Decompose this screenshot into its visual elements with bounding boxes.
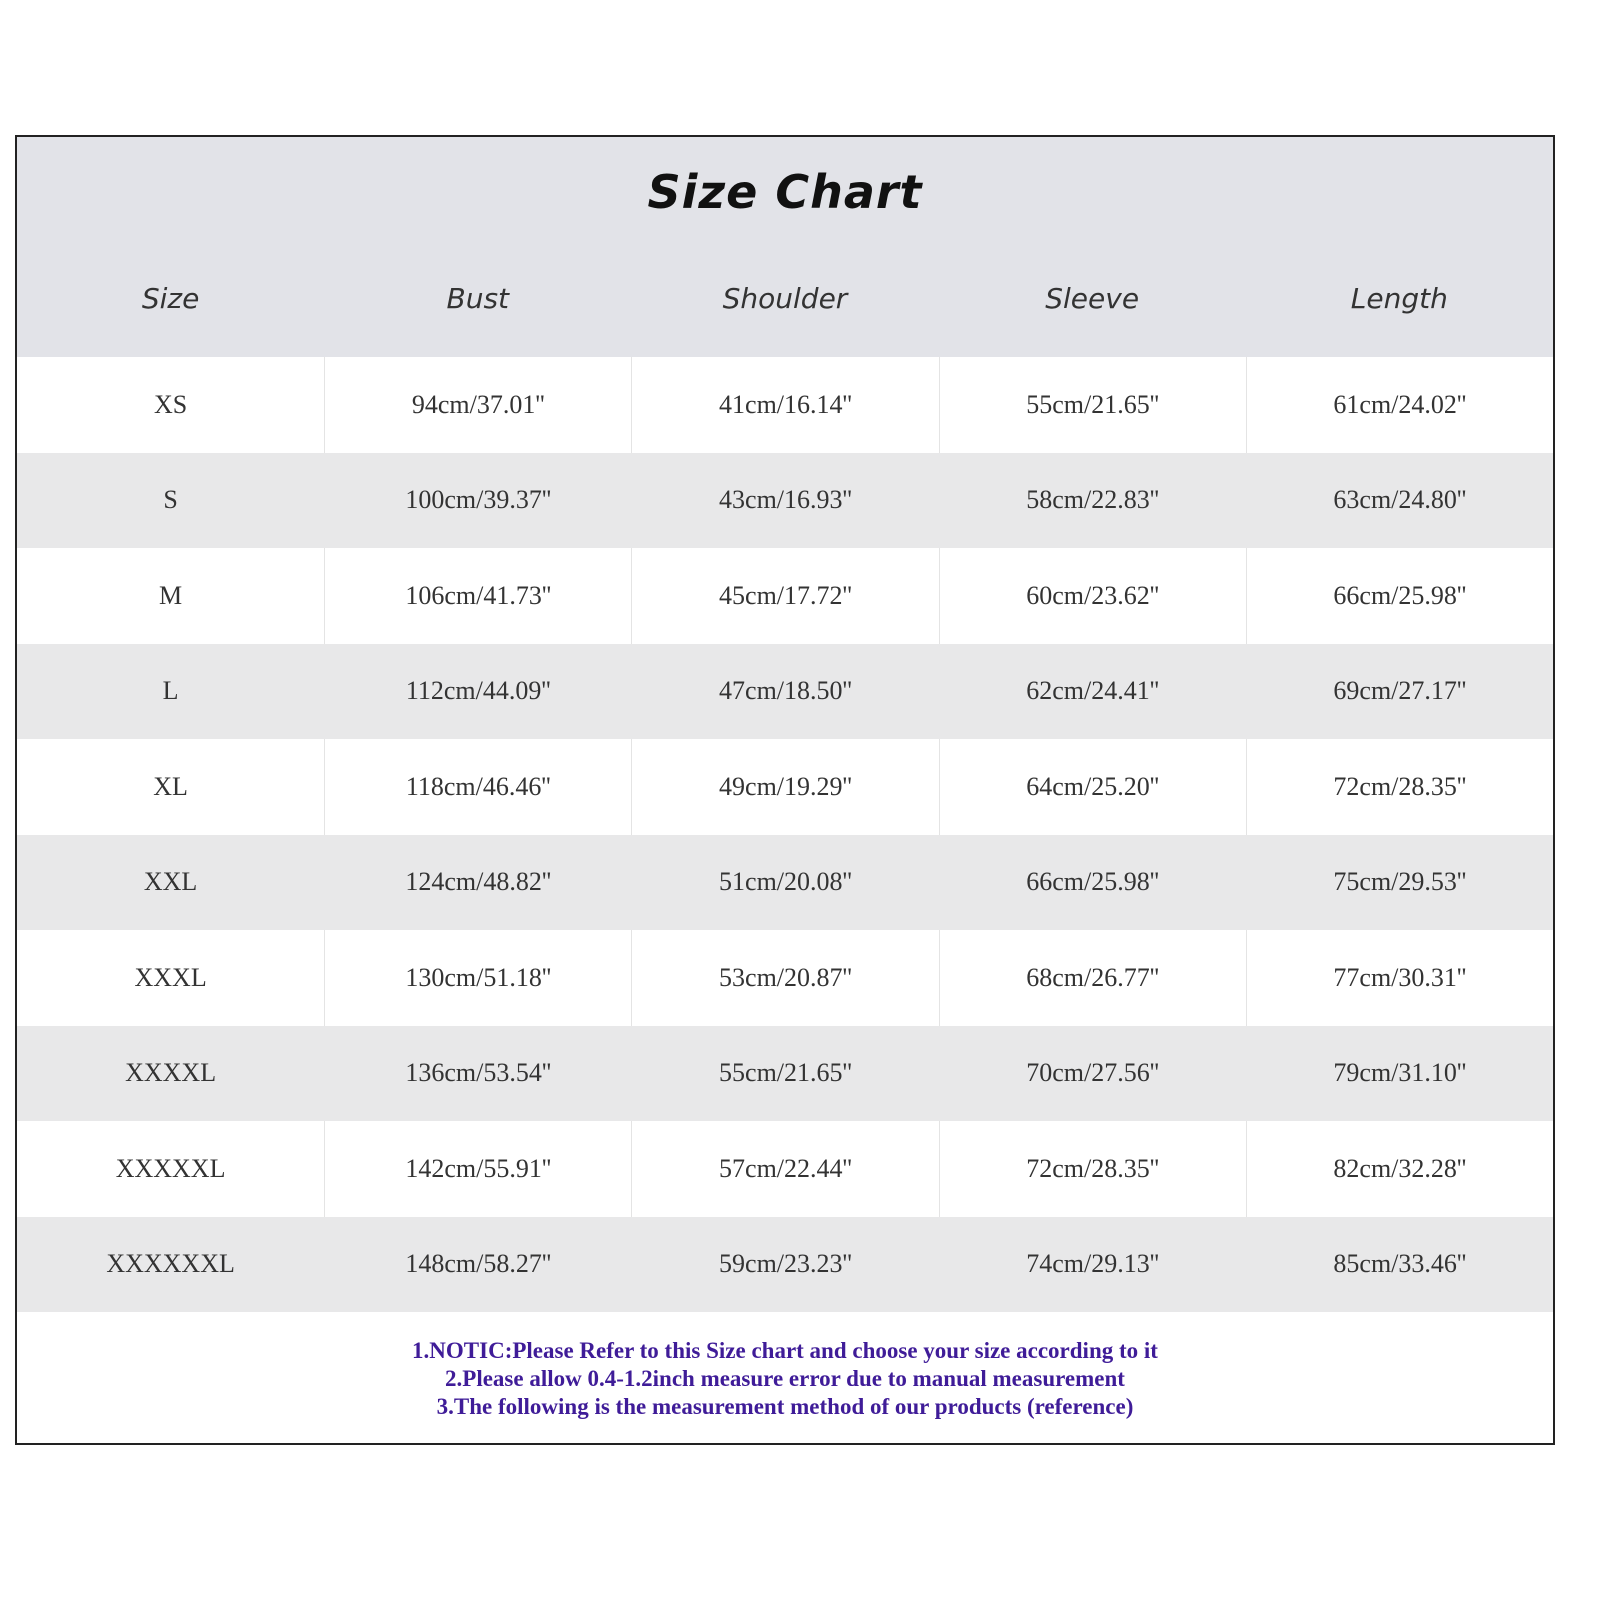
cell-shoulder: 55cm/21.65'': [631, 1026, 938, 1122]
column-header-bust: Bust: [446, 282, 510, 315]
notes: [17, 1337, 1553, 1421]
cell-sleeve: 70cm/27.56'': [939, 1026, 1246, 1122]
cell-size: S: [163, 485, 178, 515]
cell-sleeve: 68cm/26.77'': [939, 930, 1246, 1026]
cell-size: XXXXXL: [115, 1153, 226, 1183]
cell-size: XXL: [143, 867, 198, 897]
table-row: [17, 548, 1553, 644]
table-row: [17, 453, 1553, 549]
cell-bust: 148cm/58.27'': [324, 1217, 631, 1313]
cell-sleeve: 66cm/25.98'': [939, 835, 1246, 931]
cell-shoulder: 43cm/16.93'': [631, 453, 938, 549]
cell-bust: 106cm/41.73'': [324, 548, 631, 644]
column-header-shoulder: Shoulder: [722, 282, 848, 315]
cell-size: XXXXL: [125, 1058, 217, 1088]
cell-shoulder: 41cm/16.14'': [631, 357, 938, 453]
cell-bust: 94cm/37.01'': [324, 357, 631, 453]
cell-length: 66cm/25.98'': [1246, 548, 1553, 644]
table-row: [17, 357, 1553, 453]
cell-shoulder: 59cm/23.23'': [631, 1217, 938, 1313]
note-line: 2.Please allow 0.4-1.2inch measure error due to manual measurement: [445, 1366, 1125, 1391]
cell-size: XL: [153, 771, 188, 801]
column-header-size: Size: [141, 282, 200, 315]
cell-size: XXXL: [134, 962, 207, 992]
cell-size: L: [162, 676, 179, 706]
cell-bust: 130cm/51.18'': [324, 930, 631, 1026]
table-row: [17, 930, 1553, 1026]
cell-length: 75cm/29.53'': [1246, 835, 1553, 931]
table-row: [17, 1026, 1553, 1122]
cell-length: 82cm/32.28'': [1246, 1121, 1553, 1217]
cell-length: 72cm/28.35'': [1246, 739, 1553, 835]
cell-bust: 100cm/39.37'': [324, 453, 631, 549]
chart-header: [17, 137, 1553, 357]
cell-shoulder: 49cm/19.29'': [631, 739, 938, 835]
cell-length: 69cm/27.17'': [1246, 644, 1553, 740]
cell-shoulder: 53cm/20.87'': [631, 930, 938, 1026]
cell-bust: 142cm/55.91'': [324, 1121, 631, 1217]
cell-sleeve: 55cm/21.65'': [939, 357, 1246, 453]
cell-sleeve: 60cm/23.62'': [939, 548, 1246, 644]
column-headers: [17, 282, 1553, 315]
cell-length: 61cm/24.02'': [1246, 357, 1553, 453]
size-chart: [15, 135, 1555, 1445]
table-row: [17, 644, 1553, 740]
cell-size: M: [159, 580, 183, 610]
table-row: [17, 1217, 1553, 1313]
cell-shoulder: 51cm/20.08'': [631, 835, 938, 931]
cell-sleeve: 58cm/22.83'': [939, 453, 1246, 549]
size-table-body: [17, 357, 1553, 1312]
table-row: [17, 1121, 1553, 1217]
cell-bust: 118cm/46.46'': [324, 739, 631, 835]
note-line: 1.NOTIC:Please Refer to this Size chart and choose your size according to it: [412, 1338, 1158, 1363]
table-row: [17, 739, 1553, 835]
cell-shoulder: 57cm/22.44'': [631, 1121, 938, 1217]
cell-sleeve: 64cm/25.20'': [939, 739, 1246, 835]
column-header-length: Length: [1350, 282, 1448, 315]
cell-shoulder: 47cm/18.50'': [631, 644, 938, 740]
cell-size: XXXXXXL: [106, 1249, 235, 1279]
cell-length: 85cm/33.46'': [1246, 1217, 1553, 1313]
column-header-sleeve: Sleeve: [1045, 282, 1140, 315]
cell-size: XS: [153, 389, 188, 419]
cell-length: 63cm/24.80'': [1246, 453, 1553, 549]
cell-length: 79cm/31.10'': [1246, 1026, 1553, 1122]
cell-sleeve: 72cm/28.35'': [939, 1121, 1246, 1217]
table-row: [17, 835, 1553, 931]
cell-length: 77cm/30.31'': [1246, 930, 1553, 1026]
cell-bust: 124cm/48.82'': [324, 835, 631, 931]
cell-sleeve: 62cm/24.41'': [939, 644, 1246, 740]
cell-sleeve: 74cm/29.13'': [939, 1217, 1246, 1313]
cell-bust: 136cm/53.54'': [324, 1026, 631, 1122]
cell-bust: 112cm/44.09'': [324, 644, 631, 740]
chart-title: Size Chart: [647, 165, 923, 219]
note-line: 3.The following is the measurement method of our products (reference): [436, 1394, 1134, 1419]
cell-shoulder: 45cm/17.72'': [631, 548, 938, 644]
